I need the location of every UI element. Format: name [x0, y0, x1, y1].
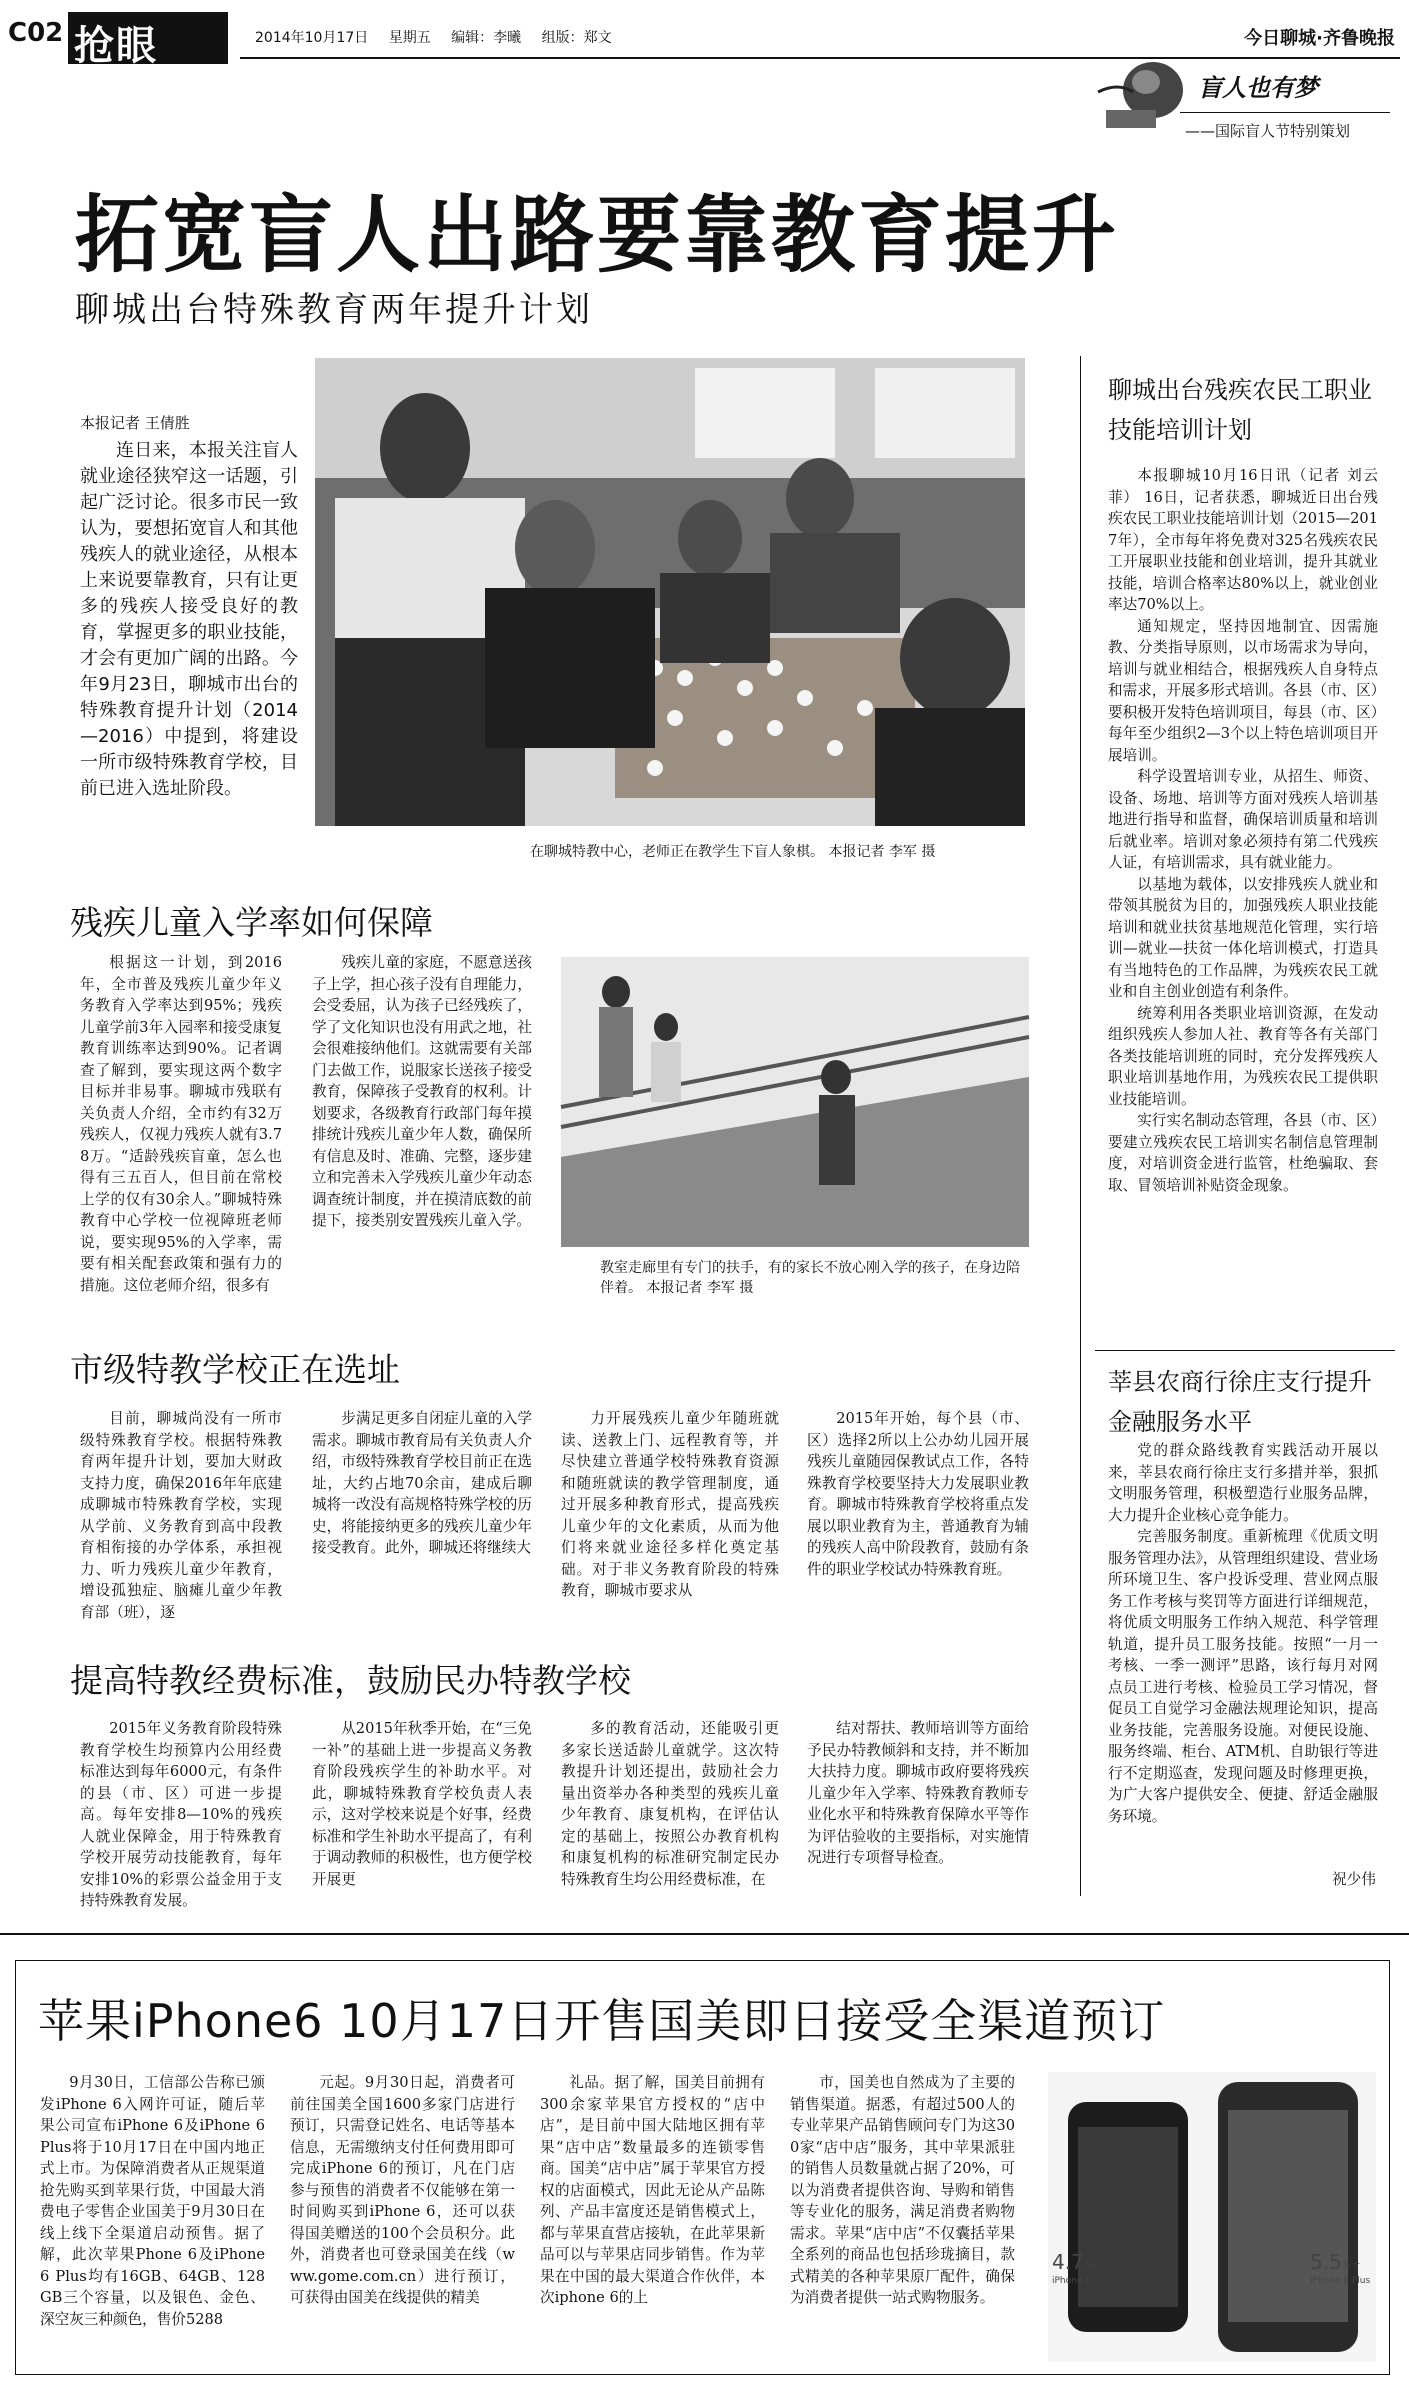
section1-col1 [80, 952, 282, 1318]
sidebar-article1-p4: 以基地为载体，以安排残疾人就业和带领其脱贫为目的，加强残疾人职业技能培训和就业扶贫基地规范化管理，实行培训—就业—扶贫一体化培训模式，打造具有当地特色的工作品牌，为残疾农民工就业和自主创业创造有利条件。 [1108, 875, 1378, 1000]
section2-col3-text: 力开展残疾儿童少年随班就读、送教上门、远程教育等，并尽快建立普通学校特殊教育资源和随班就读的教学管理制度，通过开展多种教育形式，提高残疾儿童少年的文化素质，从而为他们将来就业途径多样化奠定基础。对于非义务教育阶段的特殊教育，聊城市要求从 [561, 1410, 779, 1599]
sidebar-article1-p6: 实行实名制动态管理，各县（市、区）要建立残疾农民工培训实名制信息管理制度，对培训资金进行监管，杜绝骗取、套取、冒领培训补贴资金现象。 [1108, 1112, 1378, 1194]
photo1-caption: 在聊城特教中心，老师正在教学生下盲人象棋。 本报记者 李军 摄 [530, 844, 936, 860]
section3-col1-text: 2015年义务教育阶段特殊教育学校生均预算内公用经费标准达到每年6000元，有条件的县（市、区）可进一步提高。每年安排8—10%的残疾人就业保障金，用于特殊教育学校开展劳动技能教育，每年安排10%的彩票公益金用于支持特殊教育发展。 [80, 1720, 282, 1909]
sidebar-article1-body [1108, 465, 1378, 1335]
section2-col3 [561, 1408, 779, 1688]
sidebar-article2-heading: 莘县农商行徐庄支行提升金融服务水平 [1108, 1368, 1372, 1436]
byline: 本报记者 王倩胜 [80, 414, 190, 432]
section3-col3 [561, 1718, 779, 1894]
lead-paragraph [80, 438, 298, 818]
sidebar-article1-heading: 聊城出台残疾农民工职业技能培训计划 [1108, 376, 1372, 444]
ad-col2 [290, 2072, 515, 2367]
headline: 拓宽盲人出路要靠教育提升 [75, 186, 1120, 284]
photo2-caption: 教室走廊里有专门的扶手，有的家长不放心刚入学的孩子，在身边陪伴着。 本报记者 李军 摄 [600, 1260, 1020, 1296]
section2-col2-text: 步满足更多自闭症儿童的入学需求。聊城市教育局有关负责人介绍，市级特殊教育学校目前正在选址，大约占地70余亩，建成后聊城将一改没有高规格特殊学校的历史，将能接纳更多的残疾儿童少年接受教育。此外，聊城还将继续大 [312, 1410, 532, 1556]
issue-weekday: 星期五 [388, 30, 431, 46]
issue-meta [255, 27, 628, 47]
newspaper-name: 今日聊城·齐鲁晚报 [1244, 28, 1395, 49]
ad-col4 [790, 2072, 1015, 2367]
editor: 编辑：李曦 [451, 30, 522, 46]
section1-col2 [312, 952, 532, 1318]
sidebar-article2-body [1108, 1440, 1378, 1860]
issue-date: 2014年10月17日 [255, 30, 369, 46]
phone-left-unit: 英寸 [1083, 2262, 1102, 2272]
section2-col4-text: 2015年开始，每个县（市、区）选择2所以上公办幼儿园开展残疾儿童随园保教试点工作，各特殊教育学校要坚持大力发展职业教育。聊城市特殊教育学校将重点发展以职业教育为主，普通教育为辅的残疾人高中阶段教育，鼓励有条件的职业学校试办特殊教育班。 [807, 1410, 1029, 1578]
sidebar-article2-author: 祝少伟 [1332, 1871, 1376, 1888]
phone-left-model: iPhone 6 [1052, 2276, 1091, 2286]
section1-heading: 残疾儿童入学率如何保障 [70, 903, 433, 942]
special-topic-rule [1180, 112, 1390, 113]
ad-col3 [540, 2072, 765, 2367]
sidebar-divider [1080, 356, 1081, 1896]
phone-left-size: 4.7 [1052, 2250, 1084, 2274]
ad-col1-text: 9月30日，工信部公告称已颁发iPhone 6入网许可证，随后苹果公司宣布iPhone 6及iPhone 6 Plus将于10月17日在中国内地正式上市。为保障消费者从正规渠道抢先购买到苹果行货，中国最大消费电子零售企业国美于9月30日在线上线下全渠道启动预售。据了解，此次苹果Phone 6及iPhone 6 Plus均有16GB、64GB、128GB三个容量，以及银色、金色、深空灰三种颜色，售价5288 [40, 2074, 265, 2328]
photo-corridor-handrail [561, 957, 1029, 1247]
section2-col2 [312, 1408, 532, 1688]
page-header [0, 0, 1409, 70]
sidebar-article2-p2: 完善服务制度。重新梳理《优质文明服务管理办法》，从管理组织建设、营业场所环境卫生、客户投诉受理、营业网点服务工作考核与奖罚等方面进行详细规范，将优质文明服务工作纳入规范、科学管理轨道，提升员工服务技能。按照“一月一考核、一季一测评”思路，该行每月对网点员工进行考核、检验员工学习情况，督促员工自觉学习金融法规理论知识，提高业务技能，完善服务设施。对便民设施、服务终端、柜台、ATM机、自助银行等进行不定期巡查，发现问题及时修理更换，为广大客户提供安全、便捷、舒适金融服务环境。 [1108, 1528, 1378, 1825]
header-rule [240, 57, 1400, 59]
section3-col1 [80, 1718, 282, 1909]
section2-heading: 市级特教学校正在选址 [70, 1350, 400, 1389]
ad-col3-text: 礼品。据了解，国美目前拥有300余家苹果官方授权的“店中店”，是目前中国大陆地区拥有苹果“店中店”数量最多的连锁零售商。国美“店中店”属于苹果官方授权的店面模式，因此无论从产品陈列、产品丰富度还是销售模式上，都与苹果直营店接轨，在此苹果新品可以与苹果店同步销售。作为苹果在中国的最大渠道合作伙伴，本次iphone 6的上 [540, 2074, 765, 2306]
section3-col2 [312, 1718, 532, 1894]
section3-col4 [807, 1718, 1029, 1894]
ad-col2-text: 元起。9月30日起，消费者可前往国美全国1600多家门店进行预订，只需登记姓名、电话等基本信息，无需缴纳支付任何费用即可完成iPhone 6的预订，凡在门店参与预售的消费者不仅能够在第一时间购买到iPhone 6，还可以获得国美赠送的100个会员积分。此外，消费者也可登录国美在线（www.gome.com.cn）进行预订，可获得由国美在线提供的精美 [290, 2074, 515, 2306]
page-number: C02 [8, 18, 64, 48]
sidebar-article1-p3: 科学设置培训专业，从招生、师资、设备、场地、培训等方面对残疾人培训基地进行指导和监督，确保培训质量和培训后就业率。培训对象必须持有第二代残疾人证，有培训需求，具有就业能力。 [1108, 768, 1378, 871]
section1-col1-text: 根据这一计划，到2016年，全市普及残疾儿童少年义务教育入学率达到95%；残疾儿童学前3年入园率和接受康复教育训练率达到90%。记者调查了解到，要实现这两个数字目标并非易事。聊城市残联有关负责人介绍，全市约有32万残疾人，仅视力残疾人就有3.78万。“适龄残疾盲童，怎么也得有三五百人，但目前在常校上学的仅有30余人。”聊城特殊教育中心学校一位视障班老师说，要实现95%的入学率，需要有相关配套政策和强有力的措施。这位老师介绍，很多有 [80, 954, 282, 1294]
section1-col2-text: 残疾儿童的家庭，不愿意送孩子上学，担心孩子没有自理能力，会受委屈，认为孩子已经残疾了，学了文化知识也没有用武之地，社会很难接纳他们。这就需要有关部门去做工作，说服家长送孩子接受教育，保障孩子受教育的权利。计划要求，各级教育行政部门每年摸排统计残疾儿童少年人数，确保所有信息及时、准确、完整，逐步建立和完善未入学残疾儿童少年动态调查统计制度，并在摸清底数的前提下，接类别安置残疾儿童入学。 [312, 954, 532, 1229]
sidebar-article1-p1: 本报聊城10月16日讯（记者 刘云菲） 16日，记者获悉，聊城近日出台残疾农民工职业技能培训计划（2015—2017年），全市每年将免费对325名残疾农民工开展职业技能和创业培训，提升其就业技能，培训合格率达80%以上，就业创业率达70%以上。 [1108, 467, 1378, 613]
ad-separator [0, 1933, 1409, 1935]
ad-phone-image [1048, 2072, 1376, 2362]
sidebar-article1-p2: 通知规定，坚持因地制宜、因需施教、分类指导原则，以市场需求为导向，培训与就业相结合，根据残疾人自身特点和需求，开展多形式培训。各县（市、区）要积极开发特色培训项目，每县（市、区）每年至少组织2—3个以上特色培训项目开展培训。 [1108, 617, 1378, 764]
special-topic-title: 盲人也有梦 [1198, 73, 1318, 102]
special-topic-subtitle: ——国际盲人节特别策划 [1185, 122, 1351, 140]
ad-col1 [40, 2072, 265, 2367]
column-tag: 抢眼 [74, 23, 158, 69]
section3-col4-text: 结对帮扶、教师培训等方面给予民办特教倾斜和支持，并不断加大扶持力度。聊城市政府要将残疾儿童少年入学率、特殊教育教师专业化水平和特殊教育保障水平等作为评估验收的主要指标，对实施情况进行专项督导检查。 [807, 1720, 1029, 1866]
sidebar-article2-p1: 党的群众路线教育实践活动开展以来，莘县农商行徐庄支行多措并举，狠抓文明服务管理，积极塑造行业服务品牌，大力提升企业核心竞争能力。 [1108, 1442, 1378, 1524]
ad-col4-text: 市，国美也自然成为了主要的销售渠道。据悉，有超过500人的专业苹果产品销售顾问专门为这300家“店中店”服务，其中苹果派驻的销售人员数量就占据了20%，可以为消费者提供咨询、导购和销售等专业化的服务，满足消费者购物需求。苹果“店中店”不仅囊括苹果全系列的商品也包括珍珑摘目，款式精美的各种苹果原厂配件，确保为消费者提供一站式购物服务。 [790, 2074, 1015, 2306]
section3-col2-text: 从2015年秋季开始，在“三免一补”的基础上进一步提高义务教育阶段残疾学生的补助水平。对此，聊城特殊教育学校负责人表示，这对学校来说是个好事，经费标准和学生补助水平提高了，有利于调动教师的积极性，也方便学校开展更 [312, 1720, 532, 1888]
phone-right-model: iPhone 6 Plus [1310, 2276, 1371, 2286]
ad-headline: 苹果iPhone6 10月17日开售国美即日接受全渠道预订 [38, 1994, 1166, 2048]
sidebar-rule [1095, 1350, 1395, 1351]
section2-col1 [80, 1408, 282, 1688]
phone-right-unit: 英寸 [1341, 2262, 1360, 2272]
sidebar-article1-p5: 统筹利用各类职业培训资源，在发动组织残疾人参加人社、教育等各有关部门各类技能培训班的同时，充分发挥残疾人职业培训基地作用，为残疾农民工提供职业技能培训。 [1108, 1004, 1378, 1108]
photo-blind-chess [315, 358, 1025, 826]
section2-col1-text: 目前，聊城尚没有一所市级特殊教育学校。根据特殊教育两年提升计划，要加大财政支持力度，确保2016年年底建成聊城市特殊教育学校，实现从学前、义务教育到高中段教育相衔接的办学体系，承担视力、听力残疾儿童少年教育，增设孤独症、脑瘫儿童少年教育部（班），逐 [80, 1410, 282, 1621]
iphone-illustration [1048, 2072, 1376, 2362]
lead-text: 连日来，本报关注盲人就业途径狭窄这一话题，引起广泛讨论。很多市民一致认为，要想拓宽盲人和其他残疾人的就业途径，从根本上来说要靠教育，只有让更多的残疾人接受良好的教育，掌握更多的职业技能，才会有更加广阔的出路。今年9月23日，聊城市出台的特殊教育提升计划（2014—2016）中提到，将建设一所市级特殊教育学校，目前已进入选址阶段。 [80, 440, 298, 799]
blind-person-illustration [1098, 52, 1188, 132]
layout-editor: 组版：郑文 [541, 30, 612, 46]
section2-col4 [807, 1408, 1029, 1688]
section3-col3-text: 多的教育活动，还能吸引更多家长送适龄儿童就学。这次特教提升计划还提出，鼓励社会力量出资举办各种类型的残疾儿童少年教育、康复机构，在评估认定的基础上，按照公办教育机构和康复机构的标准研究制定民办特殊教育生均公用经费标准，在 [561, 1720, 779, 1888]
phone-right-size: 5.5 [1310, 2250, 1342, 2274]
subheadline: 聊城出台特殊教育两年提升计划 [75, 290, 593, 330]
section3-heading: 提高特教经费标准，鼓励民办特教学校 [70, 1661, 631, 1700]
